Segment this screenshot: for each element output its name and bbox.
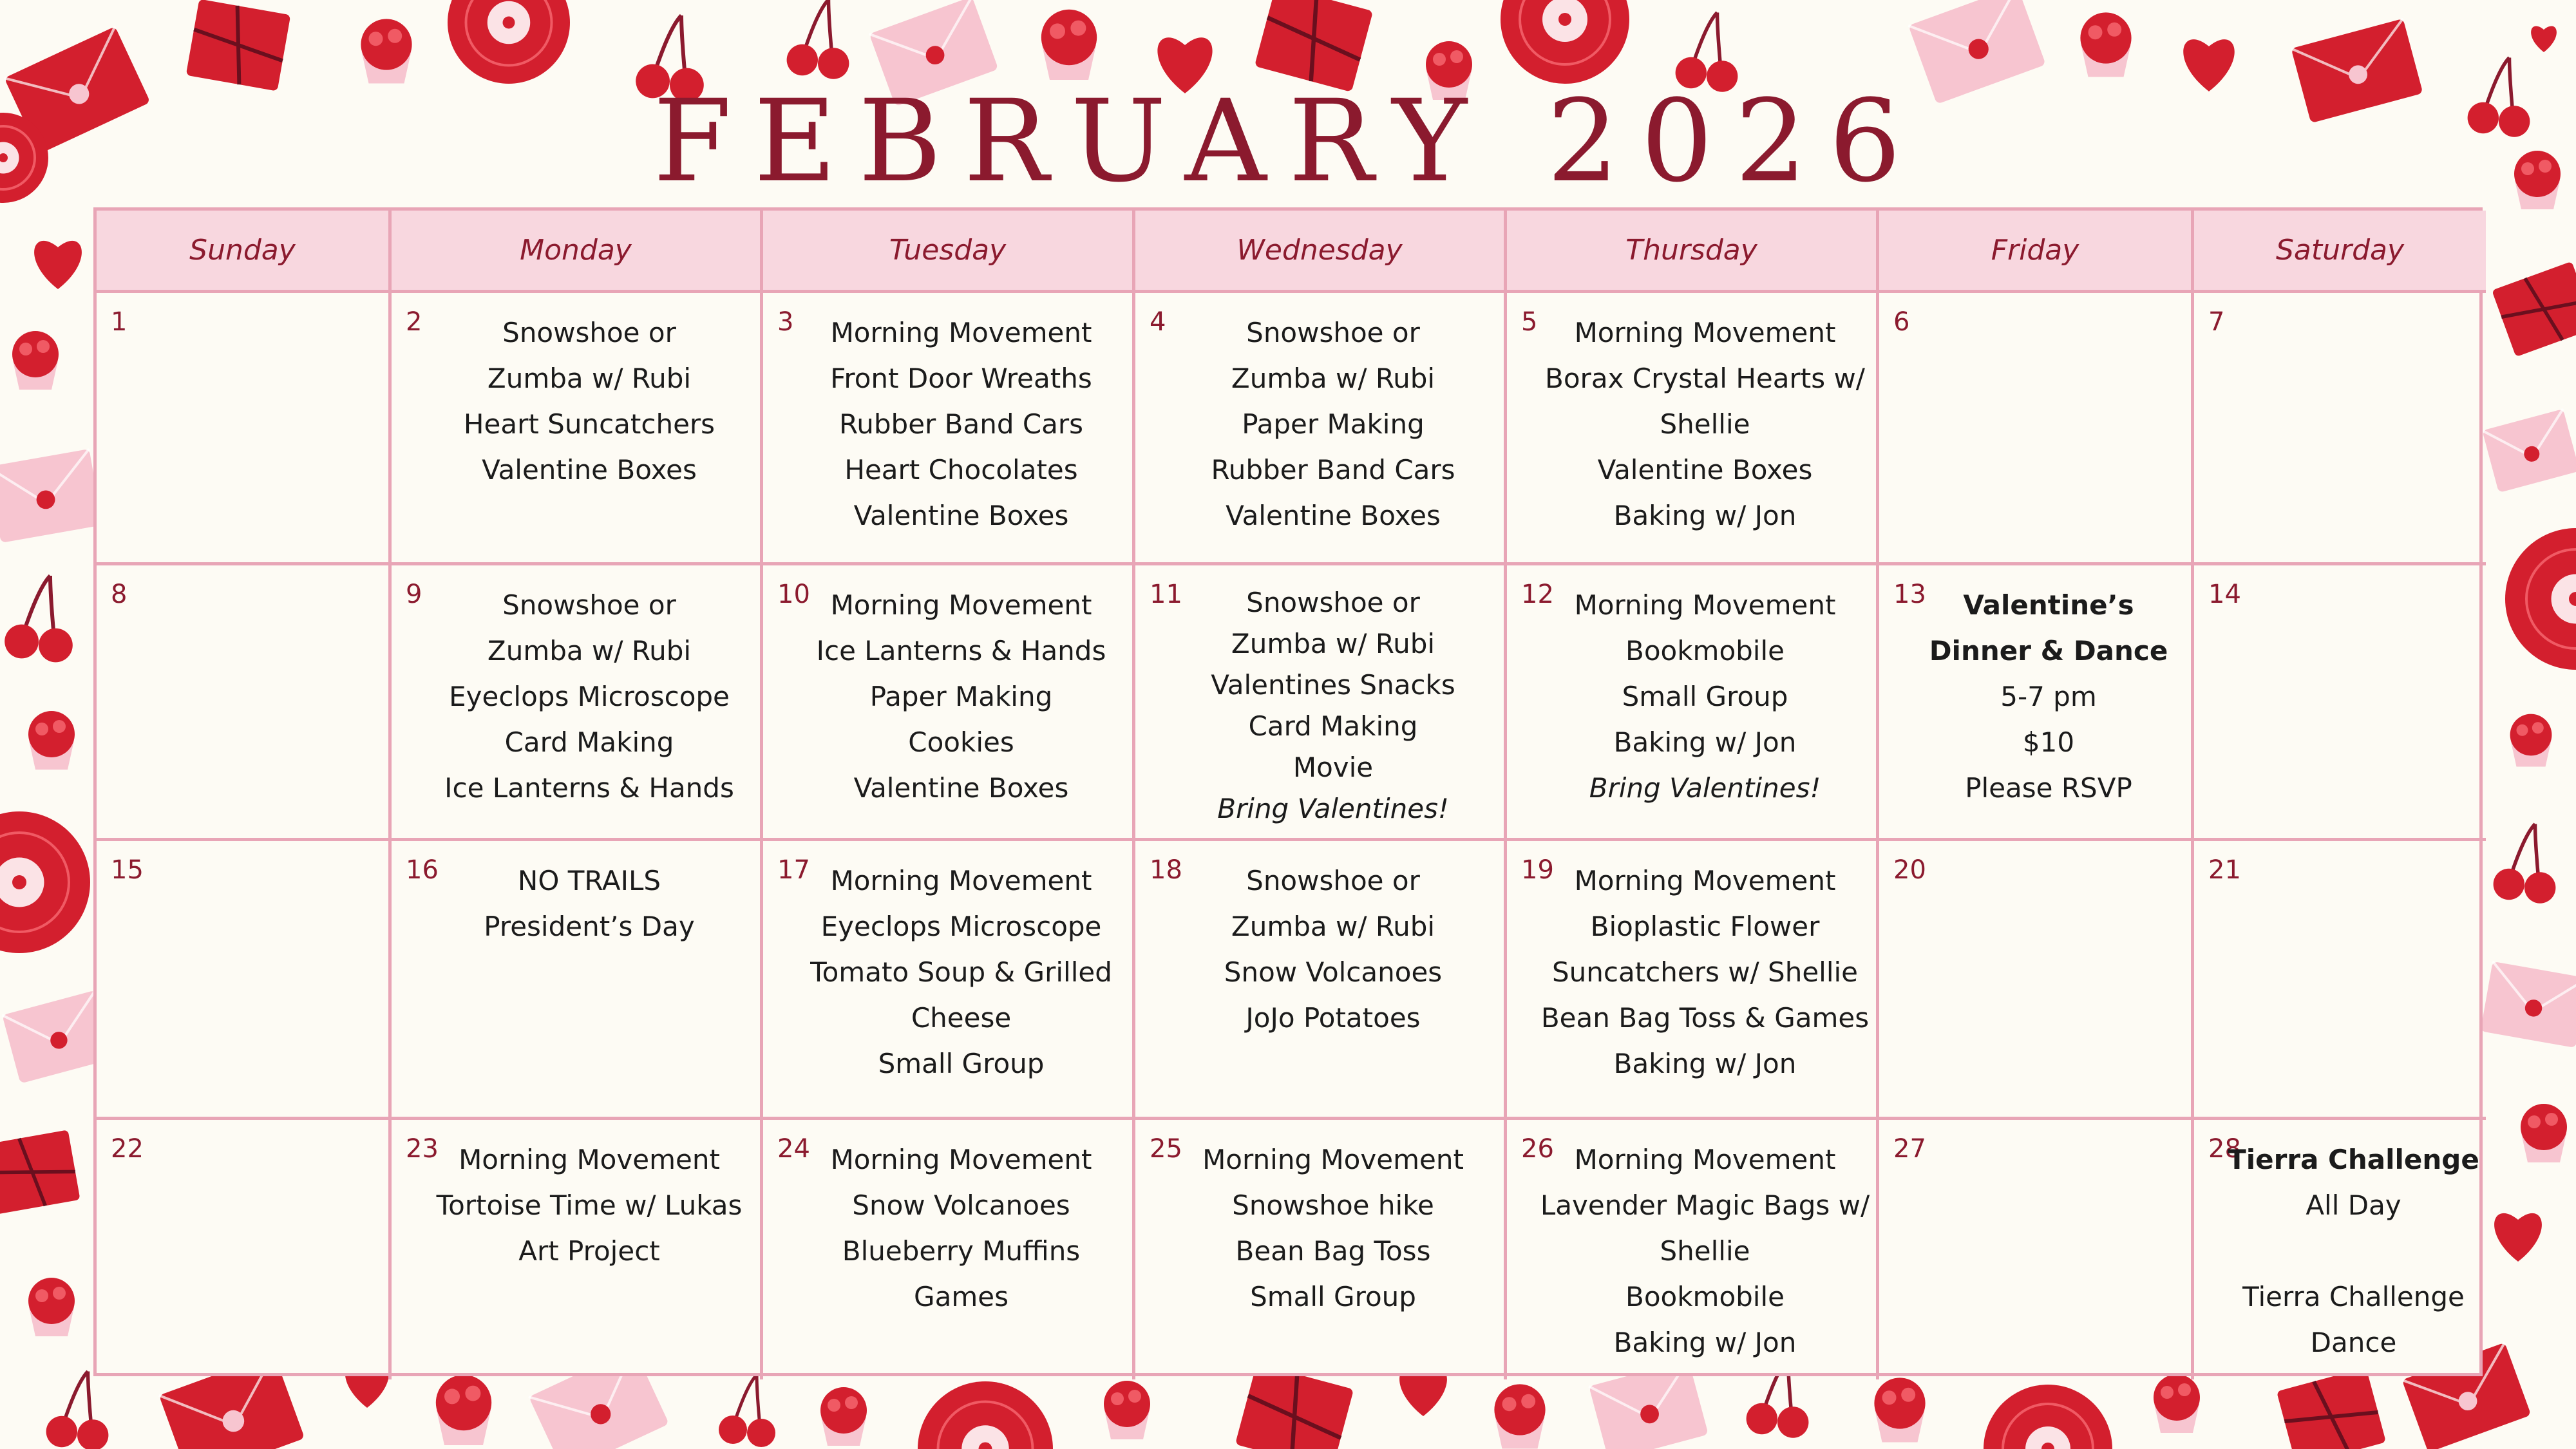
vinyl-record-icon xyxy=(1501,0,1629,84)
event-line: Bring Valentines! xyxy=(1589,772,1821,804)
date-number: 22 xyxy=(111,1134,144,1164)
weekday-header-monday: Monday xyxy=(392,211,763,293)
event-line: 5-7 pm xyxy=(2000,681,2097,712)
date-number: 16 xyxy=(406,855,439,885)
envelope-icon xyxy=(2481,961,2576,1048)
cherries-icon xyxy=(46,1372,109,1449)
event-line: Bookmobile xyxy=(1625,1281,1785,1312)
day-cell-7 xyxy=(2194,293,2486,565)
event-line: Rubber Band Cars xyxy=(1211,454,1455,486)
date-number: 1 xyxy=(111,307,128,337)
cupcake-icon xyxy=(361,19,412,83)
event-line: Baking w/ Jon xyxy=(1613,500,1797,531)
weekday-header-sunday: Sunday xyxy=(97,211,392,293)
event-line: Heart Suncatchers xyxy=(463,408,715,440)
event-line: Bean Bag Toss xyxy=(1235,1235,1431,1267)
date-number: 23 xyxy=(406,1134,439,1164)
day-cell-10 xyxy=(763,565,1135,841)
event-line: Snowshoe or xyxy=(502,589,676,621)
event-line: Morning Movement xyxy=(830,865,1092,896)
event-line: Rubber Band Cars xyxy=(838,408,1084,440)
event-list xyxy=(1540,310,1870,538)
day-cell-3 xyxy=(763,293,1135,565)
date-number: 19 xyxy=(1521,855,1554,885)
day-cell-24 xyxy=(763,1120,1135,1379)
event-line: Morning Movement xyxy=(1574,589,1836,621)
cupcake-icon xyxy=(2080,12,2131,77)
event-line: Zumba w/ Rubi xyxy=(1231,628,1435,659)
event-line: Dance xyxy=(2310,1327,2397,1358)
date-number: 9 xyxy=(406,580,422,609)
date-number: 11 xyxy=(1150,580,1182,609)
cherries-icon xyxy=(787,0,849,79)
event-line: All Day xyxy=(2306,1189,2401,1221)
calendar-title: FEBRUARY 2026 xyxy=(653,75,1923,207)
date-number: 4 xyxy=(1150,307,1166,337)
event-line: Card Making xyxy=(1248,710,1418,742)
event-line: Shellie xyxy=(1660,408,1750,440)
event-line: Paper Making xyxy=(1242,408,1425,440)
event-line: Ice Lanterns & Hands xyxy=(816,635,1106,667)
event-line: Morning Movement xyxy=(830,317,1092,348)
event-line: Valentine Boxes xyxy=(853,772,1069,804)
event-line xyxy=(2349,1228,2358,1274)
event-line: Bookmobile xyxy=(1625,635,1785,667)
event-line: Bean Bag Toss & Games xyxy=(1540,1002,1870,1034)
event-line: Valentine’s xyxy=(1963,589,2134,621)
weekday-header-thursday: Thursday xyxy=(1507,211,1879,293)
event-line: President’s Day xyxy=(484,911,695,942)
event-line: Eyeclops Microscope xyxy=(820,911,1102,942)
vinyl-record-icon xyxy=(918,1381,1053,1449)
date-number: 3 xyxy=(777,307,794,337)
day-cell-25 xyxy=(1135,1120,1507,1379)
envelope-icon xyxy=(0,449,102,543)
event-line: Snowshoe hike xyxy=(1232,1189,1434,1221)
date-number: 10 xyxy=(777,580,810,609)
event-line: Zumba w/ Rubi xyxy=(487,363,692,394)
date-number: 28 xyxy=(2208,1134,2241,1164)
event-list xyxy=(1913,582,2184,811)
date-number: 17 xyxy=(777,855,810,885)
event-line: Zumba w/ Rubi xyxy=(487,635,692,667)
date-number: 21 xyxy=(2208,855,2241,885)
event-line: Front Door Wreaths xyxy=(830,363,1092,394)
date-number: 27 xyxy=(1893,1134,1926,1164)
event-line: Morning Movement xyxy=(1202,1144,1464,1175)
event-line: Morning Movement xyxy=(830,1144,1092,1175)
day-cell-19 xyxy=(1507,841,1879,1120)
date-number: 15 xyxy=(111,855,144,885)
date-number: 20 xyxy=(1893,855,1926,885)
heart-icon xyxy=(2531,26,2557,52)
event-list xyxy=(797,582,1126,811)
date-number: 18 xyxy=(1150,855,1182,885)
event-line: Small Group xyxy=(878,1048,1045,1079)
weekday-header-tuesday: Tuesday xyxy=(763,211,1135,293)
event-line: Valentines Snacks xyxy=(1211,669,1455,701)
vinyl-record-icon xyxy=(1984,1385,2112,1449)
event-line: JoJo Potatoes xyxy=(1245,1002,1421,1034)
event-list xyxy=(797,858,1126,1086)
event-line: Suncatchers w/ Shellie xyxy=(1551,956,1859,988)
cherries-icon xyxy=(719,1375,775,1447)
heart-icon xyxy=(2494,1213,2542,1262)
day-cell-23 xyxy=(392,1120,763,1379)
day-cell-4 xyxy=(1135,293,1507,565)
day-cell-5 xyxy=(1507,293,1879,565)
weekday-header-friday: Friday xyxy=(1879,211,2194,293)
day-cell-15 xyxy=(97,841,392,1120)
event-line: Shellie xyxy=(1660,1235,1750,1267)
event-list xyxy=(425,858,753,949)
weekday-header-saturday: Saturday xyxy=(2194,211,2486,293)
event-line: Small Group xyxy=(1622,681,1788,712)
event-line: Morning Movement xyxy=(1574,1144,1836,1175)
cupcake-icon xyxy=(820,1387,867,1446)
event-line: Snowshoe or xyxy=(1246,317,1420,348)
event-line: Baking w/ Jon xyxy=(1613,1048,1797,1079)
event-line: Morning Movement xyxy=(1574,865,1836,896)
cupcake-icon xyxy=(1104,1381,1150,1439)
event-line: Morning Movement xyxy=(830,589,1092,621)
event-list xyxy=(1540,1137,1870,1365)
cupcake-icon xyxy=(2154,1374,2200,1433)
calendar-grid xyxy=(93,207,2483,1376)
cherries-icon xyxy=(2494,824,2556,904)
date-number: 2 xyxy=(406,307,422,337)
event-line: Blueberry Muffins xyxy=(842,1235,1081,1267)
event-line: Valentine Boxes xyxy=(1226,500,1441,531)
cupcake-icon xyxy=(1874,1378,1925,1442)
day-cell-22 xyxy=(97,1120,392,1379)
event-line: Tierra Challenge xyxy=(2228,1144,2479,1175)
event-line: Games xyxy=(914,1281,1009,1312)
date-number: 26 xyxy=(1521,1134,1554,1164)
cupcake-icon xyxy=(12,331,59,390)
date-number: 24 xyxy=(777,1134,810,1164)
day-cell-2 xyxy=(392,293,763,565)
cupcake-icon xyxy=(28,711,75,770)
event-line: Valentine Boxes xyxy=(482,454,697,486)
event-line: Baking w/ Jon xyxy=(1613,726,1797,758)
event-line: Zumba w/ Rubi xyxy=(1231,363,1435,394)
day-cell-11 xyxy=(1135,565,1507,841)
event-list xyxy=(425,1137,753,1274)
event-line: Morning Movement xyxy=(459,1144,720,1175)
day-cell-6 xyxy=(1879,293,2194,565)
event-line: Movie xyxy=(1293,752,1374,783)
event-line: Small Group xyxy=(1250,1281,1416,1312)
event-list xyxy=(2228,1137,2479,1365)
day-cell-13 xyxy=(1879,565,2194,841)
event-line: Morning Movement xyxy=(1574,317,1836,348)
gift-box-icon xyxy=(2492,261,2576,357)
event-line: Please RSVP xyxy=(1965,772,2132,804)
event-list xyxy=(1540,858,1870,1086)
day-cell-26 xyxy=(1507,1120,1879,1379)
date-number: 5 xyxy=(1521,307,1538,337)
gift-box-icon xyxy=(0,1130,80,1214)
day-cell-27 xyxy=(1879,1120,2194,1379)
event-list xyxy=(797,1137,1126,1320)
event-line: Valentine Boxes xyxy=(1597,454,1813,486)
event-list xyxy=(425,310,753,493)
date-number: 7 xyxy=(2208,307,2225,337)
event-line: Heart Chocolates xyxy=(844,454,1078,486)
event-line: Dinner & Dance xyxy=(1929,635,2168,667)
event-list xyxy=(425,582,753,811)
cupcake-icon xyxy=(436,1375,491,1445)
day-cell-9 xyxy=(392,565,763,841)
event-list xyxy=(1169,310,1497,538)
gift-box-icon xyxy=(2277,1367,2386,1449)
event-line: Bring Valentines! xyxy=(1217,793,1449,824)
day-cell-20 xyxy=(1879,841,2194,1120)
day-cell-16 xyxy=(392,841,763,1120)
event-line: Eyeclops Microscope xyxy=(449,681,730,712)
event-line: Lavender Magic Bags w/ xyxy=(1540,1189,1870,1221)
date-number: 14 xyxy=(2208,580,2241,609)
event-list xyxy=(1169,858,1497,1041)
day-cell-21 xyxy=(2194,841,2486,1120)
date-number: 8 xyxy=(111,580,128,609)
event-line: Cheese xyxy=(911,1002,1012,1034)
event-line: Zumba w/ Rubi xyxy=(1231,911,1435,942)
event-line: NO TRAILS xyxy=(517,865,661,896)
event-line: Snow Volcanoes xyxy=(852,1189,1070,1221)
date-number: 12 xyxy=(1521,580,1554,609)
event-list xyxy=(1169,1137,1497,1320)
vinyl-record-icon xyxy=(0,811,90,953)
event-line: Snowshoe or xyxy=(1246,587,1420,618)
event-line: Valentine Boxes xyxy=(853,500,1069,531)
day-cell-1 xyxy=(97,293,392,565)
day-cell-8 xyxy=(97,565,392,841)
heart-icon xyxy=(34,241,82,289)
day-cell-17 xyxy=(763,841,1135,1120)
day-cell-28 xyxy=(2194,1120,2486,1379)
event-list xyxy=(797,310,1126,538)
event-line: Paper Making xyxy=(869,681,1053,712)
event-line: Cookies xyxy=(908,726,1014,758)
cupcake-icon xyxy=(1494,1384,1545,1448)
cupcake-icon xyxy=(28,1278,75,1336)
day-cell-18 xyxy=(1135,841,1507,1120)
event-line: Tortoise Time w/ Lukas xyxy=(436,1189,743,1221)
event-list xyxy=(1540,582,1870,811)
event-line: Baking w/ Jon xyxy=(1613,1327,1797,1358)
event-line: $10 xyxy=(2022,726,2075,758)
cupcake-icon xyxy=(2510,714,2552,767)
cherries-icon xyxy=(5,576,73,662)
event-line: Snow Volcanoes xyxy=(1224,956,1443,988)
event-line: Borax Crystal Hearts w/ xyxy=(1545,363,1865,394)
date-number: 13 xyxy=(1893,580,1926,609)
event-line: Art Project xyxy=(518,1235,660,1267)
event-line: Card Making xyxy=(504,726,674,758)
event-line: Ice Lanterns & Hands xyxy=(444,772,734,804)
cupcake-icon xyxy=(1041,10,1097,80)
cupcake-icon xyxy=(2521,1104,2567,1162)
event-line: Tomato Soup & Grilled xyxy=(810,956,1112,988)
day-cell-14 xyxy=(2194,565,2486,841)
day-cell-12 xyxy=(1507,565,1879,841)
envelope-icon xyxy=(2482,409,2576,493)
vinyl-record-icon xyxy=(448,0,570,84)
date-number: 25 xyxy=(1150,1134,1182,1164)
event-line: Snowshoe or xyxy=(1246,865,1420,896)
event-list xyxy=(1169,582,1497,829)
date-number: 6 xyxy=(1893,307,1910,337)
weekday-header-wednesday: Wednesday xyxy=(1135,211,1507,293)
event-line: Snowshoe or xyxy=(502,317,676,348)
event-line: Tierra Challenge xyxy=(2242,1281,2465,1312)
event-line: Bioplastic Flower xyxy=(1590,911,1820,942)
vinyl-record-icon xyxy=(2505,528,2576,670)
